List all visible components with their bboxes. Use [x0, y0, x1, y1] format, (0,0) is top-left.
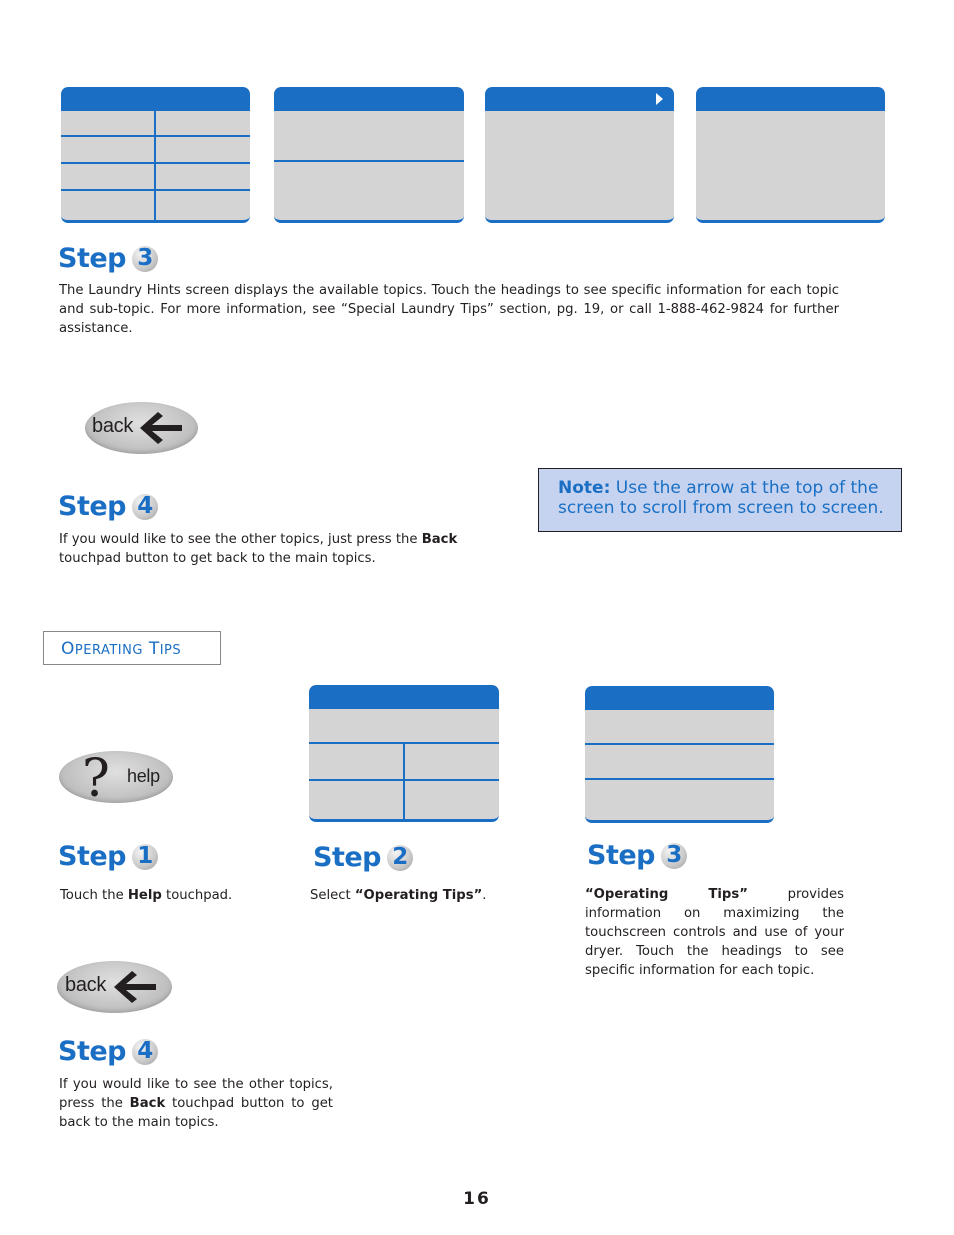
step-2-heading: [313, 842, 413, 873]
step-3-heading: [58, 243, 158, 274]
svg-text:?: ?: [82, 752, 110, 802]
step-label: Step: [58, 243, 126, 274]
screen-header-bar: [696, 87, 885, 111]
note-text: Use the arrow at the top of the screen to scroll from screen to screen.: [558, 478, 884, 518]
title-small-caps: IPS: [159, 643, 182, 658]
bold-text: Back: [421, 532, 458, 547]
text: touchpad button to get back to the main topics.: [59, 551, 376, 566]
left-arrow-icon: [138, 410, 184, 446]
step-1-description: [60, 886, 290, 905]
step-label: Step: [587, 840, 655, 871]
step-label: Step: [313, 842, 381, 873]
screen-header-bar: [274, 87, 464, 111]
question-mark-icon: [80, 752, 120, 802]
step-1-heading: [58, 841, 158, 872]
screen-header-bar: [309, 685, 499, 709]
bold-text: “Operating Tips”: [354, 888, 483, 903]
back-label: back: [92, 415, 134, 437]
step-number-badge: 1: [132, 844, 158, 870]
screen-header-bar: [61, 87, 250, 111]
step-4-heading: [58, 1036, 158, 1067]
lcd-screen-info-scroll: [485, 87, 674, 223]
help-label: help: [127, 766, 160, 786]
text: If you would like to see the other topics, press the: [59, 1077, 333, 1111]
back-touchpad-button[interactable]: [85, 402, 198, 454]
lcd-screen-topics-grid: [61, 87, 250, 223]
step-4-heading: [58, 491, 158, 522]
screen-header-bar: [485, 87, 674, 111]
step-number-badge: 4: [132, 1039, 158, 1065]
step-label: Step: [58, 841, 126, 872]
section-title-operating-tips: [43, 631, 221, 665]
text: Select: [310, 888, 355, 903]
screen-divider: [274, 160, 464, 162]
step-label: Step: [58, 1036, 126, 1067]
lcd-screen-operating-tips: [585, 686, 774, 823]
back-label: back: [65, 974, 107, 996]
step-number-badge: 3: [132, 246, 158, 272]
text: touchpad button to get back to the main topics.: [59, 1096, 333, 1130]
lcd-screen-subtopics: [274, 87, 464, 223]
text: provides information on maximizing the touchscreen controls and use of your dryer. Touch the headings to see specific information for each topic.: [585, 887, 844, 978]
title-cap: O: [61, 639, 75, 659]
step-4-description: [59, 1075, 333, 1132]
back-touchpad-button[interactable]: [57, 961, 172, 1013]
scroll-right-arrow-icon[interactable]: [656, 93, 663, 105]
note-box: [538, 468, 902, 532]
step-3-heading: [587, 840, 687, 871]
bold-text: “Operating Tips”: [585, 887, 748, 902]
left-arrow-icon: [112, 969, 158, 1005]
step-number-badge: 2: [387, 845, 413, 871]
bold-text: Help: [127, 888, 162, 903]
lcd-screen-help-menu: [309, 685, 499, 822]
screen-divider: [585, 743, 774, 745]
screen-divider: [585, 778, 774, 780]
screen-column-divider: [154, 111, 156, 220]
text: Touch the: [60, 888, 128, 903]
text: touchpad.: [161, 888, 233, 903]
step-label: Step: [58, 491, 126, 522]
title-small-caps: PERATING: [74, 643, 143, 658]
screen-header-bar: [585, 686, 774, 710]
page-number: 16: [463, 1189, 491, 1209]
title-cap: T: [148, 639, 160, 659]
step-3-description: [585, 885, 844, 980]
note-label: Note:: [558, 478, 611, 498]
text: .: [482, 888, 487, 903]
step-2-description: [310, 886, 550, 905]
step-4-description: [59, 530, 459, 568]
lcd-screen-info: [696, 87, 885, 223]
step-number-badge: 4: [132, 494, 158, 520]
help-touchpad-button[interactable]: [59, 751, 173, 803]
text: If you would like to see the other topics, just press the: [59, 532, 422, 547]
step-number-badge: 3: [661, 843, 687, 869]
bold-text: Back: [129, 1096, 166, 1111]
step-3-description: The Laundry Hints screen displays the available topics. Touch the headings to see specific information for each topic and sub-topic. For more information, see “Special Laundry Tips” section, pg. 19, or call 1-888-462-9824 for further assistance.: [59, 283, 839, 336]
screen-column-divider: [403, 742, 405, 819]
